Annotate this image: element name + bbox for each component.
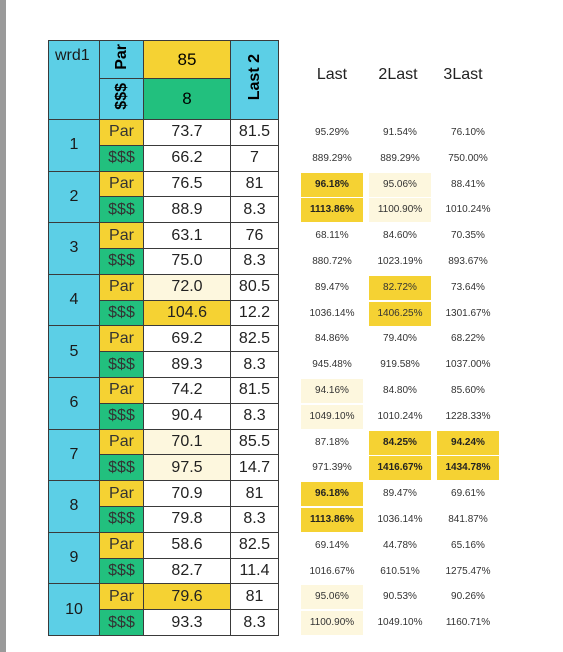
round-number: 4 [49,274,100,326]
percent-cell: 945.48% [312,359,352,371]
percent-cell: 96.18% [301,173,363,197]
percent-cell: 919.58% [380,359,420,371]
table-row [49,429,279,455]
ddd-value: 90.4 [144,403,231,429]
ddd-label: $$$ [100,352,144,378]
corner-label: wrd1 [49,41,100,120]
par-value: 79.6 [144,584,231,610]
header-par-value: 85 [144,41,231,79]
percent-cell: 95.06% [369,173,431,197]
ddd-value: 66.2 [144,145,231,171]
par-label: Par [100,326,144,352]
ddd-last2: 7 [231,145,279,171]
table-row [49,274,279,300]
percent-cell: 94.16% [301,379,363,403]
ddd-value: 89.3 [144,352,231,378]
table-row [49,171,279,197]
table-row [49,326,279,352]
percent-cell: 68.22% [451,333,485,345]
percent-cell: 84.86% [315,333,349,345]
percent-cell: 1010.24% [377,410,423,422]
percent-cell: 1113.86% [301,508,363,532]
round-number: 1 [49,120,100,172]
round-number: 3 [49,223,100,275]
percent-cell: 1016.67% [309,565,355,577]
percent-cell: 79.40% [383,333,417,345]
percent-cell: 1010.24% [445,204,491,216]
percent-cell: 65.16% [451,539,485,551]
ddd-last2: 11.4 [231,558,279,584]
ddd-last2: 12.2 [231,300,279,326]
par-value: 76.5 [144,171,231,197]
percent-cell: 69.61% [451,488,485,500]
par-value: 74.2 [144,377,231,403]
percent-cell: 87.18% [315,436,349,448]
ddd-value: 79.8 [144,506,231,532]
percent-cell: 76.10% [451,127,485,138]
percent-cell: 1301.67% [445,307,491,319]
ddd-value: 88.9 [144,197,231,223]
ddd-last2: 8.3 [231,403,279,429]
percent-cell: 95.06% [301,585,363,609]
percent-cell: 889.29% [312,152,352,164]
ddd-label: $$$ [100,248,144,274]
percent-cell: 70.35% [451,230,485,242]
percent-cell: 84.25% [369,431,431,455]
header-3last: 3Last [443,66,483,83]
percent-cell: 90.53% [383,591,417,603]
round-number: 10 [49,584,100,636]
ddd-label: $$$ [100,403,144,429]
percent-cell: 880.72% [312,256,352,267]
main-table [48,40,279,636]
percent-cell: 893.67% [448,256,488,267]
header-par-label: Par [100,41,144,79]
percent-cell: 1049.10% [301,405,363,429]
ddd-value: 82.7 [144,558,231,584]
par-last2: 82.5 [231,326,279,352]
ddd-label: $$$ [100,145,144,171]
percent-cell: 1100.90% [301,611,363,635]
percent-cell: 750.00% [448,152,488,164]
par-last2: 80.5 [231,274,279,300]
percent-cell: 1023.19% [377,256,423,267]
percent-cell: 44.78% [383,539,417,551]
page-edge-bar [0,0,6,652]
par-label: Par [100,274,144,300]
ddd-value: 75.0 [144,248,231,274]
header-ddd-label: $$$ [100,79,144,120]
round-number: 8 [49,481,100,533]
par-label: Par [100,171,144,197]
percent-cell: 89.47% [383,488,417,500]
percent-cell: 96.18% [301,482,363,506]
table-row [49,120,279,146]
percent-cell: 971.39% [312,462,352,474]
percent-cell: 1416.67% [369,456,431,480]
percent-cell: 73.64% [451,281,485,293]
round-number: 9 [49,532,100,584]
percent-cell: 1406.25% [369,302,431,326]
par-last2: 81.5 [231,120,279,146]
percent-cell: 69.14% [315,539,349,551]
round-number: 2 [49,171,100,223]
par-last2: 81 [231,171,279,197]
percent-cell: 1037.00% [445,359,491,371]
ddd-last2: 8.3 [231,352,279,378]
ddd-value: 97.5 [144,455,231,481]
percent-cell: 68.11% [315,230,349,242]
par-last2: 81 [231,584,279,610]
par-value: 70.9 [144,481,231,507]
ddd-last2: 8.3 [231,197,279,223]
ddd-last2: 8.3 [231,248,279,274]
percent-cell: 85.60% [451,385,485,396]
par-value: 63.1 [144,223,231,249]
header-2last: 2Last [378,66,418,83]
ddd-label: $$$ [100,197,144,223]
par-last2: 81.5 [231,377,279,403]
percent-cell: 1100.90% [369,198,431,222]
percent-cell: 95.29% [315,127,349,138]
table-row [49,532,279,558]
par-value: 69.2 [144,326,231,352]
percent-cell: 1275.47% [445,565,491,577]
par-value: 73.7 [144,120,231,146]
percent-cell: 88.41% [451,178,485,190]
par-value: 58.6 [144,532,231,558]
par-last2: 82.5 [231,532,279,558]
par-label: Par [100,377,144,403]
percent-cell: 90.26% [451,591,485,603]
par-label: Par [100,120,144,146]
ddd-value: 104.6 [144,300,231,326]
percent-cell: 1036.14% [309,307,355,319]
ddd-label: $$$ [100,455,144,481]
par-value: 72.0 [144,274,231,300]
ddd-label: $$$ [100,610,144,636]
percent-cell: 1160.71% [445,617,491,629]
par-label: Par [100,532,144,558]
percent-cell: 1113.86% [301,198,363,222]
table-row [49,584,279,610]
percent-cell: 91.54% [383,127,417,138]
par-last2: 85.5 [231,429,279,455]
ddd-value: 93.3 [144,610,231,636]
percent-cell: 84.80% [383,385,417,396]
header-last: Last [316,66,348,83]
percent-cell: 1036.14% [377,514,423,525]
percent-cell: 82.72% [369,276,431,300]
percent-cell: 94.24% [437,431,499,455]
percent-cell: 84.60% [383,230,417,242]
table-row [49,223,279,249]
table-row [49,377,279,403]
par-label: Par [100,584,144,610]
par-value: 70.1 [144,429,231,455]
ddd-last2: 8.3 [231,506,279,532]
par-label: Par [100,429,144,455]
round-number: 7 [49,429,100,481]
percent-cell: 889.29% [380,152,420,164]
header-ddd-value: 8 [144,79,231,120]
header-last2-label: Last 2 [231,41,279,120]
percent-cell: 610.51% [380,565,420,577]
ddd-label: $$$ [100,300,144,326]
par-last2: 81 [231,481,279,507]
percent-cell: 1228.33% [445,410,491,422]
percent-cell: 1434.78% [437,456,499,480]
percent-cell: 1049.10% [377,617,423,629]
table-row [49,481,279,507]
par-label: Par [100,223,144,249]
ddd-last2: 14.7 [231,455,279,481]
percent-cell: 89.47% [315,281,349,293]
round-number: 5 [49,326,100,378]
round-number: 6 [49,377,100,429]
percent-cell: 841.87% [448,514,488,525]
par-label: Par [100,481,144,507]
ddd-last2: 8.3 [231,610,279,636]
ddd-label: $$$ [100,506,144,532]
par-last2: 76 [231,223,279,249]
ddd-label: $$$ [100,558,144,584]
